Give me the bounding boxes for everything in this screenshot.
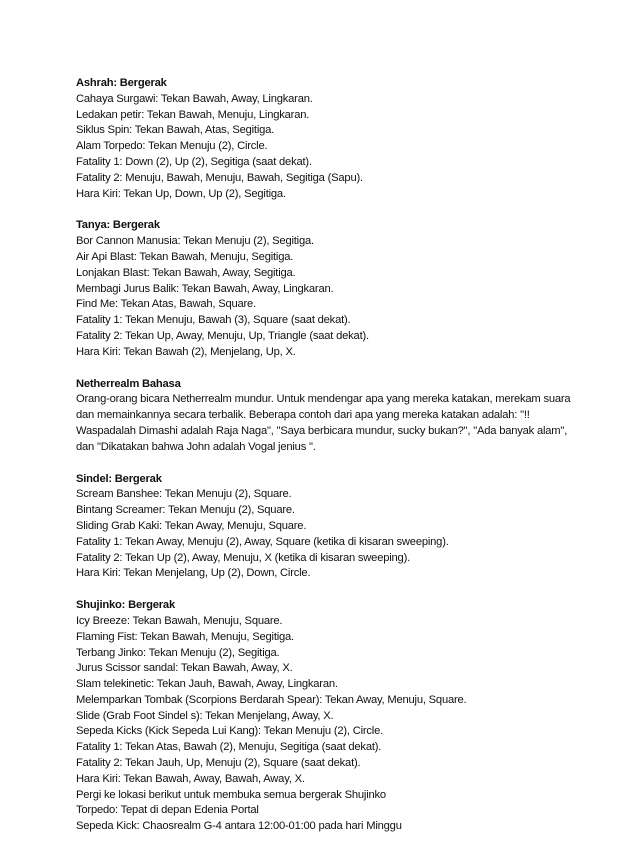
text-line: Lonjakan Blast: Tekan Bawah, Away, Segitiga. <box>76 266 296 279</box>
section-shujinko <box>76 598 566 835</box>
text-line: Air Api Blast: Tekan Bawah, Menuju, Segitiga. <box>76 250 294 263</box>
text-line: Sepeda Kicks (Kick Sepeda Lui Kang): Tekan Menuju (2), Circle. <box>76 725 384 738</box>
text-line: Fatality 1: Tekan Menuju, Bawah (3), Square (saat dekat). <box>76 314 351 327</box>
text-line: Pergi ke lokasi berikut untuk membuka semua bergerak Shujinko <box>76 788 386 801</box>
text-line: Membagi Jurus Balik: Tekan Bawah, Away, Lingkaran. <box>76 282 334 295</box>
text-line: Terbang Jinko: Tekan Menuju (2), Segitiga. <box>76 646 280 659</box>
text-line: Fatality 1: Tekan Away, Menuju (2), Away, Square (ketika di kisaran sweeping). <box>76 535 449 548</box>
text-line: Cahaya Surgawi: Tekan Bawah, Away, Lingkaran. <box>76 92 313 105</box>
text-line: Hara Kiri: Tekan Bawah (2), Menjelang, Up, X. <box>76 345 296 358</box>
section-netherrealm-bahasa <box>76 377 571 456</box>
text-line: Sliding Grab Kaki: Tekan Away, Menuju, Square. <box>76 519 307 532</box>
text-line: Torpedo: Tepat di depan Edenia Portal <box>76 804 259 817</box>
text-line: Hara Kiri: Tekan Bawah, Away, Bawah, Away, X. <box>76 772 305 785</box>
text-line: Melemparkan Tombak (Scorpions Berdarah Spear): Tekan Away, Menuju, Square. <box>76 693 467 706</box>
section-heading: Netherrealm Bahasa <box>76 377 181 390</box>
text-line: Slam telekinetic: Tekan Jauh, Bawah, Away, Lingkaran. <box>76 678 338 691</box>
text-line: Fatality 2: Tekan Up, Away, Menuju, Up, Triangle (saat dekat). <box>76 329 369 342</box>
text-line: Sepeda Kick: Chaosrealm G-4 antara 12:00-01:00 pada hari Minggu <box>76 820 402 833</box>
text-line: Bor Cannon Manusia: Tekan Menuju (2), Segitiga. <box>76 235 314 248</box>
section-heading: Shujinko: Bergerak <box>76 599 175 612</box>
text-line: Waspadalah Dimashi adalah Raja Naga", "Saya berbicara mundur, sucky bukan?", "Ada banyak alam", <box>76 424 568 437</box>
text-line: Hara Kiri: Tekan Menjelang, Up (2), Down, Circle. <box>76 567 311 580</box>
text-line: Ledakan petir: Tekan Bawah, Menuju, Lingkaran. <box>76 108 310 121</box>
text-line: Siklus Spin: Tekan Bawah, Atas, Segitiga. <box>76 124 275 137</box>
section-sindel <box>76 472 566 583</box>
text-line: Slide (Grab Foot Sindel s): Tekan Menjelang, Away, X. <box>76 709 334 722</box>
text-line: Fatality 1: Down (2), Up (2), Segitiga (saat dekat). <box>76 155 312 168</box>
text-line: Flaming Fist: Tekan Bawah, Menuju, Segitiga. <box>76 630 294 643</box>
text-line: Orang-orang bicara Netherrealm mundur. Untuk mendengar apa yang mereka katakan, merekam suara <box>76 393 571 406</box>
text-line: dan "Dikatakan bahwa John adalah Vogal jenius ". <box>76 440 316 453</box>
text-line: Bintang Screamer: Tekan Menuju (2), Square. <box>76 504 295 517</box>
section-ashrah <box>76 76 566 202</box>
text-line: Fatality 2: Menuju, Bawah, Menuju, Bawah, Segitiga (Sapu). <box>76 171 363 184</box>
text-line: Fatality 1: Tekan Atas, Bawah (2), Menuju, Segitiga (saat dekat). <box>76 741 382 754</box>
text-line: Fatality 2: Tekan Jauh, Up, Menuju (2), Square (saat dekat). <box>76 757 361 770</box>
text-line: Fatality 2: Tekan Up (2), Away, Menuju, X (ketika di kisaran sweeping). <box>76 551 411 564</box>
section-heading: Sindel: Bergerak <box>76 472 162 485</box>
document-page <box>76 76 571 851</box>
text-line: Scream Banshee: Tekan Menuju (2), Square. <box>76 488 292 501</box>
text-line: Hara Kiri: Tekan Up, Down, Up (2), Segitiga. <box>76 187 286 200</box>
text-line: Icy Breeze: Tekan Bawah, Menuju, Square. <box>76 614 283 627</box>
text-line: Jurus Scissor sandal: Tekan Bawah, Away, X. <box>76 662 293 675</box>
text-line: Find Me: Tekan Atas, Bawah, Square. <box>76 298 256 311</box>
text-line: dan memainkannya secara terbalik. Beberapa contoh dari apa yang mereka katakan adalah: "!! <box>76 409 530 422</box>
section-heading: Tanya: Bergerak <box>76 219 160 232</box>
text-line: Alam Torpedo: Tekan Menuju (2), Circle. <box>76 140 268 153</box>
section-heading: Ashrah: Bergerak <box>76 77 167 89</box>
section-tanya <box>76 218 566 360</box>
